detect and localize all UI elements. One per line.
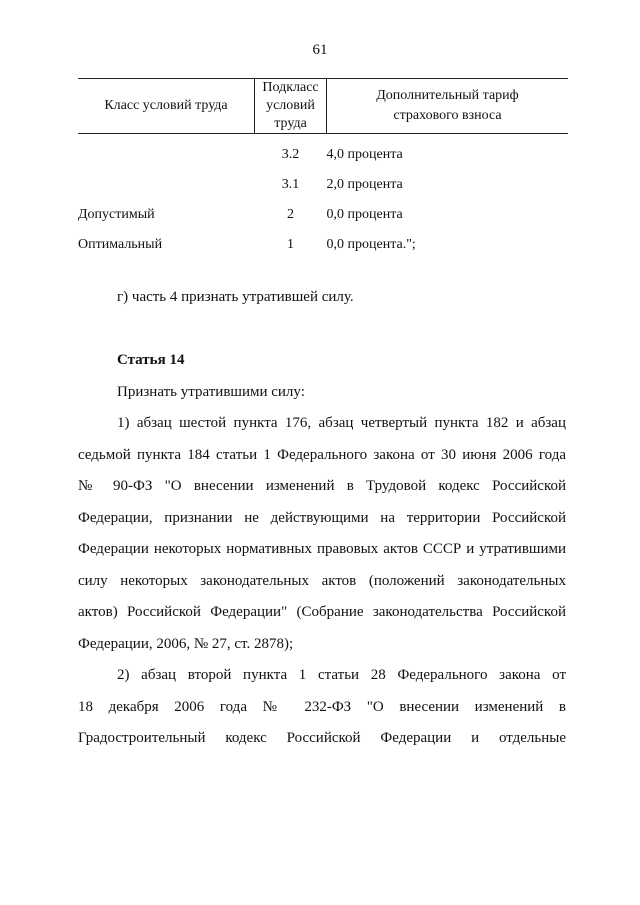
header-tariff-line: страхового взноса <box>393 108 502 123</box>
list-item <box>78 660 566 755</box>
cell-tariff: 0,0 процента <box>326 206 403 222</box>
tariff-table <box>78 78 568 260</box>
paragraph-line: № 90-ФЗ "О внесении изменений в Трудовой кодекс Российской <box>78 478 566 494</box>
cell-subclass: 2 <box>287 206 294 222</box>
table-row <box>78 200 568 230</box>
list-item <box>78 408 566 660</box>
paragraph-line: актов) Российской Федерации" (Собрание законодательства Российской <box>78 604 566 620</box>
table-row <box>78 230 568 260</box>
header-tariff <box>327 79 569 134</box>
header-subclass-line: условий <box>266 98 315 113</box>
table-row <box>78 170 568 200</box>
clause-g-text: г) часть 4 признать утратившей силу. <box>117 289 354 305</box>
cell-tariff: 4,0 процента <box>326 146 403 162</box>
paragraph-line: 18 декабря 2006 года № 232-ФЗ "О внесении изменений в <box>78 698 566 715</box>
header-work-class: Класс условий труда <box>78 79 255 134</box>
paragraph-line: Градостроительный кодекс Российской Федерации и отдельные <box>78 730 566 746</box>
table-header-row <box>78 79 568 134</box>
paragraph-line: Федерации некоторых нормативных правовых актов СССР и утратившими <box>78 541 566 557</box>
paragraph-line: 1) абзац шестой пункта 176, абзац четвертый пункта 182 и абзац <box>117 415 566 431</box>
table-row <box>78 134 568 170</box>
cell-work-class <box>78 134 255 170</box>
paragraph-line: силу некоторых законодательных актов (положений законодательных <box>78 572 566 589</box>
cell-subclass: 1 <box>287 236 294 252</box>
clause-g-block <box>78 282 566 314</box>
paragraph-line: Федерации, 2006, № 27, ст. 2878); <box>78 635 294 652</box>
article-heading: Статья 14 <box>117 352 185 368</box>
header-tariff-line: Дополнительный тариф <box>376 88 519 103</box>
article-intro: Признать утратившими силу: <box>117 383 305 400</box>
cell-subclass: 3.2 <box>281 146 300 162</box>
article-14-block <box>78 345 566 755</box>
cell-tariff: 0,0 процента."; <box>326 236 416 252</box>
cell-work-class: Допустимый <box>78 206 155 222</box>
header-subclass-line: Подкласс <box>262 80 319 95</box>
cell-work-class <box>78 170 255 200</box>
paragraph-line: Федерации, признании не действующими на территории Российской <box>78 509 566 526</box>
paragraph-line: 2) абзац второй пункта 1 статьи 28 Федерального закона от <box>117 667 566 683</box>
header-subclass-line: труда <box>274 116 307 131</box>
header-subclass <box>255 79 327 134</box>
page-number: 61 <box>312 42 328 58</box>
cell-tariff: 2,0 процента <box>326 176 403 192</box>
cell-subclass: 3.1 <box>281 176 300 192</box>
cell-work-class: Оптимальный <box>78 236 163 252</box>
paragraph-line: седьмой пункта 184 статьи 1 Федерального закона от 30 июня 2006 года <box>78 446 566 463</box>
